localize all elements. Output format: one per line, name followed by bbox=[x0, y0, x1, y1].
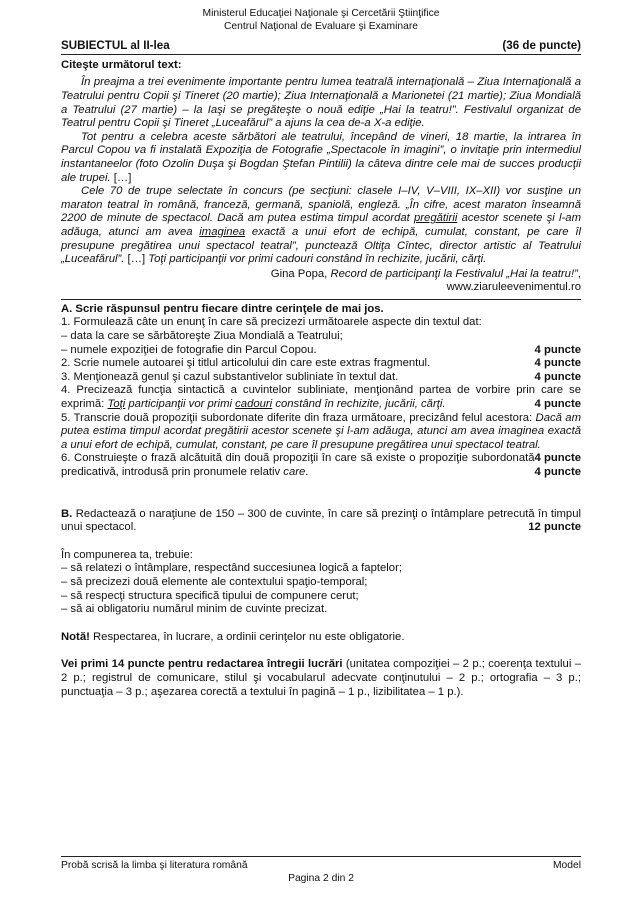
note-text: Respectarea, în lucrare, a ordinii cerinţelor nu este obligatorie. bbox=[89, 630, 405, 643]
requirement-item: – să respecţi structura specifică tipului de compunere cerut; bbox=[61, 589, 359, 602]
text-paragraph-2-body: Tot pentru a celebra aceste sărbători ale teatrului, începând de vineri, 18 martie, la intrarea în Parcul Copou va fi instalată Expoziţia de Fotografie „Spectacole în imagini”, o invitaţie prin intermediul instantaneelor (foto Ozolin Duşa şi Bogdan Ştefan Pintilii) la câteva dintre cele mai de succes producţii ale trupei. bbox=[61, 130, 581, 184]
source-comma: , bbox=[577, 267, 581, 280]
question-6 bbox=[61, 452, 581, 479]
question-6-period: . bbox=[305, 466, 309, 478]
scoring-note bbox=[61, 658, 581, 699]
center-name: Centrul Naţional de Evaluare şi Examinare bbox=[223, 20, 419, 32]
text-paragraph-2 bbox=[61, 131, 581, 185]
underlined-word: Toţi bbox=[107, 398, 126, 411]
underlined-word: cadouri bbox=[235, 398, 273, 411]
subject-points: (36 de puncte) bbox=[502, 39, 581, 53]
section-b-points: 12 puncte bbox=[528, 521, 581, 534]
question-6-pronoun: care bbox=[283, 466, 306, 478]
question-2-points: 4 puncte bbox=[534, 357, 581, 370]
question-4 bbox=[61, 384, 581, 411]
source-author-title bbox=[61, 268, 581, 282]
page-number: Pagina 2 din 2 bbox=[288, 872, 354, 884]
text-paragraph-1: În preajma a trei evenimente importante pentru lumea teatrală internaţională – Ziua Internaţională a Teatrului pentru Copii şi Tineret (20 martie); Ziua Internaţională a Marionetei (21 martie); Ziua Mondială a Teatrului (27 martie) – la Iaşi se pregăteşte o nouă ediţie „Hai la teatru!”. Festivalul organizat de Teatrul pentru Copii şi Tineret „Luceafărul” a ajuns la cea de-a X-a ediţie. bbox=[61, 76, 581, 130]
text-paragraph-3 bbox=[61, 185, 581, 267]
ellipsis: […] bbox=[124, 253, 149, 266]
question-4-points: 4 puncte bbox=[534, 398, 581, 411]
question-5-points: 4 puncte bbox=[534, 452, 581, 465]
text-segment: exactă a unui efort de echipă, cumulat, constant, pe care îl presupune pregătirea unui spectacol teatral”, punctează Oltiţa Cîntec, director artistic al Teatrului „Luceafărul”. bbox=[61, 225, 581, 266]
text-source bbox=[61, 268, 581, 295]
source-url: www.ziaruleevenimentul.ro bbox=[446, 281, 581, 294]
read-instruction: Citeşte următorul text: bbox=[61, 58, 182, 71]
composition-requirements bbox=[61, 549, 581, 617]
ministry-name: Ministerul Educaţiei Naţionale şi Cercetării Ştiinţifice bbox=[202, 8, 440, 19]
question-1-points: 4 puncte bbox=[534, 343, 581, 356]
question-3 bbox=[61, 371, 581, 385]
question-6-text: 6. Construieşte o frază alcătuită din două propoziţii în care să existe o propoziţie subordonată predicativă, introdusă prin pronumele relativ bbox=[61, 452, 535, 478]
page-footer bbox=[61, 856, 581, 885]
section-a bbox=[61, 303, 581, 480]
source-author: Gina Popa, bbox=[270, 267, 331, 280]
question-6-points: 4 puncte bbox=[534, 466, 581, 478]
underlined-word: imaginea bbox=[199, 225, 246, 238]
question-1-item-b-text: – numele expoziţiei de fotografie din Parcul Copou. bbox=[61, 343, 317, 356]
question-4-sentence: participanţii vor primi bbox=[125, 398, 236, 411]
scoring-bold: Vei primi 14 puncte pentru redactarea întregii lucrări bbox=[61, 658, 343, 671]
footer-row bbox=[61, 860, 581, 873]
question-1-item-b bbox=[61, 344, 581, 358]
question-5-text: 5. Transcrie două propoziţii subordonate diferite din fraza următoare, precizând felul acestora: bbox=[61, 411, 536, 424]
text-segment: acestor scenete şi l-am adăuga, atunci am avea bbox=[61, 212, 582, 238]
requirement-item: – să relatezi o întâmplare, respectând succesiunea logică a faptelor; bbox=[61, 562, 402, 575]
question-2 bbox=[61, 357, 581, 371]
question-3-points: 4 puncte bbox=[534, 370, 581, 383]
question-4-text: 4. Precizează funcţia sintactică a cuvintelor subliniate, menţionând partea de vorbire prin care se exprimă: bbox=[61, 384, 581, 411]
section-b-task bbox=[61, 508, 581, 535]
note bbox=[61, 631, 581, 645]
text-segment: Toţi participanţii vor primi cadouri constând în rechizite, jucării, cărţi. bbox=[148, 253, 487, 266]
question-4-sentence: constând în rechizite, jucării, cărţi. bbox=[272, 398, 446, 411]
divider bbox=[61, 299, 581, 300]
section-a-title: A. Scrie răspunsul pentru fiecare dintre cerinţele de mai jos. bbox=[61, 302, 384, 315]
requirement-item: – să precizezi două elemente ale contextului spaţio-temporal; bbox=[61, 575, 368, 588]
scoring-details: (unitatea compoziţiei – 2 p.; coerenţa textului – 2 p.; registrul de comunicare, stilul şi vocabularul adecvate conţinutului – 2 p.; ortografia – 3 p.; punctuaţia – 3 p.; aşezarea corectă a textului în pagină – 1 p., lizibilitatea – 1 p.). bbox=[61, 658, 581, 698]
section-b-text: Redactează o naraţiune de 150 – 300 de cuvinte, în care să prezinţi o întâmplare petrecută în timpul unui spectacol. bbox=[61, 507, 581, 534]
question-2-text: 2. Scrie numele autoarei şi titlul articolului din care este extras fragmentul. bbox=[61, 357, 431, 370]
subject-title: SUBIECTUL al II-lea bbox=[61, 39, 170, 53]
source-title: Record de participanţi la Festivalul „Hai la teatru!” bbox=[330, 267, 578, 280]
underlined-word: pregătirii bbox=[414, 212, 458, 225]
reading-text bbox=[61, 76, 581, 266]
ellipsis: […] bbox=[110, 171, 132, 184]
subject-heading bbox=[61, 39, 581, 55]
section-b-label: B. bbox=[61, 507, 73, 520]
question-3-text: 3. Menţionează genul şi cazul substantivelor subliniate în textul dat. bbox=[61, 370, 399, 383]
footer-exam-name: Probă scrisă la limba şi literatura română bbox=[61, 860, 248, 871]
question-5-sentence: Dacă am putea estima timpul acordat pregătirii acestor scenete şi l-am adăuga, atunci am avea imaginea exactă a unui efort de echipă, cumulat, constant, pe care îl presupune pregătirea unui spectacol teatral. bbox=[61, 411, 581, 451]
text-segment: Cele 70 de trupe selectate în concurs (pe secţiuni: clasele I–IV, V–VIII, IX–XII) vor susţine un maraton teatral în română, franceză, germană, spaniolă, engleză. „În cifre, acest maraton înseamnă 2200 de minute de spectacol. Dacă am putea estima timpul acordat bbox=[61, 185, 581, 225]
requirements-intro: În compunerea ta, trebuie: bbox=[61, 548, 193, 561]
note-label: Notă! bbox=[61, 630, 90, 643]
page-header bbox=[61, 0, 581, 33]
footer-model: Model bbox=[552, 860, 581, 871]
requirement-item: – să ai obligatoriu numărul minim de cuvinte precizat. bbox=[61, 603, 328, 616]
question-1-item-a: – data la care se sărbătoreşte Ziua Mondială a Teatrului; bbox=[61, 330, 343, 343]
question-1-intro: 1. Formulează câte un enunţ în care să precizezi următoarele aspecte din textul dat: bbox=[61, 316, 482, 329]
